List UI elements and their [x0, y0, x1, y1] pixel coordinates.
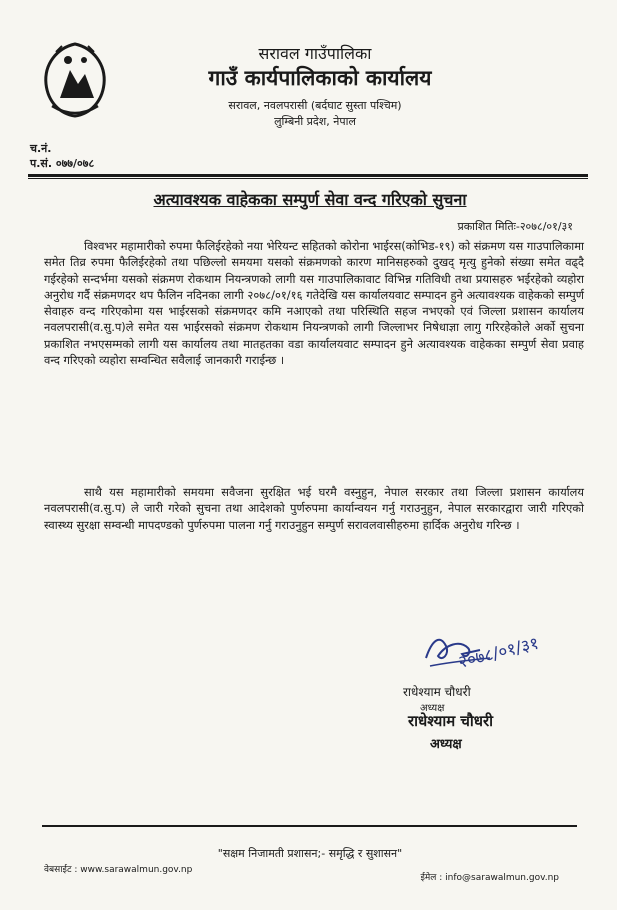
footer-website: वेबसाईट : www.sarawalmun.gov.np [44, 865, 193, 875]
header-divider-thin [28, 178, 588, 179]
signatory-stamp-name: राधेश्याम चौधरी [408, 712, 494, 730]
header-divider [28, 174, 588, 177]
signatory-designation: अध्यक्ष [430, 737, 462, 752]
notice-paragraph-1: विश्वभर महामारीको रुपमा फैलिईरहेको नया भेरियन्ट सहितको कोरोना भाईरस(कोभिड-१९) को संक्रमण यस गाउपालिकामा समेत तिव्र रुपमा फैलिईरहेको तथा पछिल्लो समयमा यसको संक्रमणको कारण मानिसहरुको दुखद् मृत्यु हुनेको संख्या समेत वढ्दै गईरहेको सन्दर्भमा यसको संक्रमण रोकथाम नियन्त्रणको लागी यस गाउपालिकावाट विभिन्न गतिविधी तथा प्रयासहरु भईरहेको व्यहोरा अनुरोध गर्दै संक्रमणदर थप फैलिन नदिनका लागी २०७८/०१/१६ गतेदेखि यस कार्यालयवाट सम्पादन हुने अत्यावश्यक वाहेकको सम्पुर्ण सेवाहरु वन्द गरिएकोमा यस भाईरसको संक्रमणदर कमि नआएको तथा परिस्थिति सहज नभएको एवं जिल्ला प्रशासन कार्यालय नवलपरासी(व.सु.प)ले समेत यस भाईरसको संक्रमण रोकथाम नियन्त्रणको लागी जिल्लाभर निषेधाज्ञा लागु गरिरहेकोले अर्को सुचना प्रकाशित नभएसम्मको लागी यस कार्यालय तथा मातहतका वडा कार्यालयवाट सम्पादन हुने अत्यावश्यक वाहेकका सम्पुर्ण सेवा प्रवाह वन्द गरिएको व्यहोरा सम्वन्धित सवैलाई जानकारी गराईन्छ । [44, 239, 585, 368]
signatory-name: राधेश्याम चौधरी [403, 685, 471, 699]
office-address: सरावल, नवलपरासी (बर्दघाट सुस्ता पश्चिम) [228, 99, 402, 112]
dispatch-number: च.नं. [30, 142, 52, 155]
nepal-emblem-icon [38, 40, 112, 120]
footer-email: ईमेल : info@sarawalmun.gov.np [420, 873, 559, 883]
municipality-name: सरावल गाउँपालिका [258, 44, 372, 63]
handwritten-date: २०७८/०१/३१ [456, 633, 541, 673]
signatory-designation-small: अध्यक्ष [420, 703, 445, 714]
office-province: लुम्बिनी प्रदेश, नेपाल [274, 115, 356, 128]
published-date: प्रकाशित मितिः-२०७८/०१/३१ [457, 220, 573, 233]
fiscal-year: प.सं. ०७७/०७८ [30, 157, 95, 170]
footer-divider [42, 825, 577, 827]
notice-title: अत्यावश्यक वाहेकका सम्पुर्ण सेवा वन्द गरिएको सुचना [153, 190, 467, 209]
office-name: गाउँ कार्यपालिकाको कार्यालय [208, 66, 432, 90]
notice-paragraph-2: साथै यस महामारीको समयमा सवैजना सुरक्षित भई घरमै वस्नुहुन, नेपाल सरकार तथा जिल्ला प्रशासन कार्यालय नवलपरासी(व.सु.प) ले जारी गरेको सुचना तथा आदेशको पुर्णरुपमा कार्यान्वयन गर्नु गराउनुहुन, नेपाल सरकारद्वारा जारी गरिएको स्वास्थ्य सुरक्षा सम्वन्धी मापदण्डको पुर्णरुपमा पालना गर्नु गराउनुहुन सम्पुर्ण सरावलवासीहरुमा हार्दिक अनुरोध गरिन्छ । [44, 485, 584, 532]
footer-motto: "सक्षम निजामती प्रशासन;- समृद्धि र सुशासन" [217, 847, 403, 860]
handwritten-signature [420, 610, 570, 680]
